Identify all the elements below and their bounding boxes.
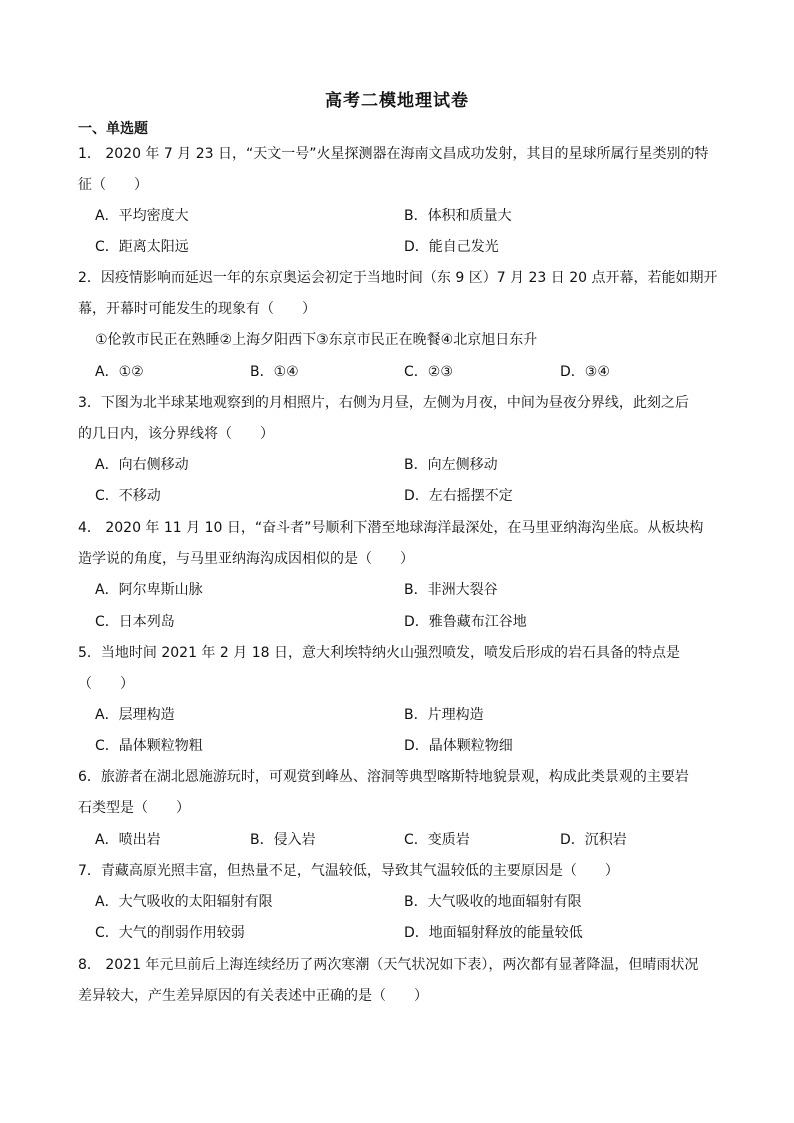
- q5-text-line-1: 5．当地时间 2021 年 2 月 18 日，意大利埃特纳火山强烈喷发，喷发后形成的岩石具备的特点是: [78, 645, 680, 661]
- q8-text-line-2: 差异较大，产生差异原因的有关表述中正确的是（ ）: [78, 988, 428, 1004]
- q7-text-line-1: 7．青藏高原光照丰富，但热量不足，气温较低，导致其气温较低的主要原因是（ ）: [78, 863, 619, 879]
- q3-text-line-1: 3．下图为北半球某地观察到的月相照片，右侧为月昼，左侧为月夜，中间为昼夜分界线，此刻之后: [78, 395, 689, 411]
- page-title: 高考二模地理试卷: [325, 91, 469, 111]
- q3-option-b: B．向左侧移动: [404, 457, 498, 473]
- q2-option-a: A．①②: [95, 364, 144, 380]
- q6-option-b: B．侵入岩: [250, 832, 316, 848]
- q3-option-c: C．不移动: [95, 488, 161, 504]
- q4-option-b: B．非洲大裂谷: [404, 582, 498, 598]
- q3-option-a: A．向右侧移动: [95, 457, 189, 473]
- q5-option-b: B．片理构造: [404, 707, 484, 723]
- q6-text-line-1: 6．旅游者在湖北恩施游玩时，可观赏到峰丛、溶洞等典型喀斯特地貌景观，构成此类景观的主要岩: [78, 769, 689, 785]
- q1-option-d: D．能自己发光: [404, 239, 499, 255]
- q1-text-line-2: 征（ ）: [78, 177, 148, 193]
- q2-option-c: C．②③: [404, 364, 453, 380]
- q2-statements: ①伦敦市民正在熟睡②上海夕阳西下③东京市民正在晚餐④北京旭日东升: [95, 332, 538, 348]
- q1-option-b: B．体积和质量大: [404, 208, 512, 224]
- q2-option-b: B．①④: [250, 364, 299, 380]
- q7-option-d: D．地面辐射释放的能量较低: [404, 925, 583, 941]
- q5-option-d: D．晶体颗粒物细: [404, 738, 513, 754]
- q4-option-c: C．日本列岛: [95, 614, 175, 630]
- q6-option-c: C．变质岩: [404, 832, 470, 848]
- q4-option-d: D．雅鲁藏布江谷地: [404, 614, 527, 630]
- q1-option-a: A．平均密度大: [95, 208, 189, 224]
- q7-option-a: A．大气吸收的太阳辐射有限: [95, 894, 273, 910]
- q3-text-line-2: 的几日内，该分界线将（ ）: [78, 426, 274, 442]
- q5-option-a: A．层理构造: [95, 707, 175, 723]
- q4-text-line-2: 造学说的角度，与马里亚纳海沟成因相似的是（ ）: [78, 551, 414, 567]
- q2-text-line-1: 2．因疫情影响而延迟一年的东京奥运会初定于当地时间（东 9 区）7 月 23 日 20 点开幕，若能如期开: [78, 270, 718, 286]
- q7-option-b: B．大气吸收的地面辐射有限: [404, 894, 582, 910]
- q2-text-line-2: 幕，开幕时可能发生的现象有（ ）: [78, 301, 316, 317]
- q3-option-d: D．左右摇摆不定: [404, 488, 513, 504]
- q1-text-line-1: 1． 2020 年 7 月 23 日，“天文一号”火星探测器在海南文昌成功发射，其目的星球所属行星类别的特: [78, 146, 709, 162]
- q6-text-line-2: 石类型是（ ）: [78, 800, 190, 816]
- q6-option-a: A．喷出岩: [95, 832, 161, 848]
- q8-text-line-1: 8． 2021 年元旦前后上海连续经历了两次寒潮（天气状况如下表），两次都有显著降温，但晴雨状况: [78, 957, 699, 973]
- q7-option-c: C．大气的削弱作用较弱: [95, 925, 245, 941]
- q2-option-d: D．③④: [560, 364, 610, 380]
- section-heading: 一、单选题: [78, 121, 148, 137]
- q4-text-line-1: 4． 2020 年 11 月 10 日，“奋斗者”号顺利下潜至地球海洋最深处，在马里亚纳海沟坐底。从板块构: [78, 520, 704, 536]
- q5-text-line-2: （ ）: [78, 676, 134, 692]
- q1-option-c: C．距离太阳远: [95, 239, 189, 255]
- q6-option-d: D．沉积岩: [560, 832, 627, 848]
- q4-option-a: A．阿尔卑斯山脉: [95, 582, 203, 598]
- q5-option-c: C．晶体颗粒物粗: [95, 738, 203, 754]
